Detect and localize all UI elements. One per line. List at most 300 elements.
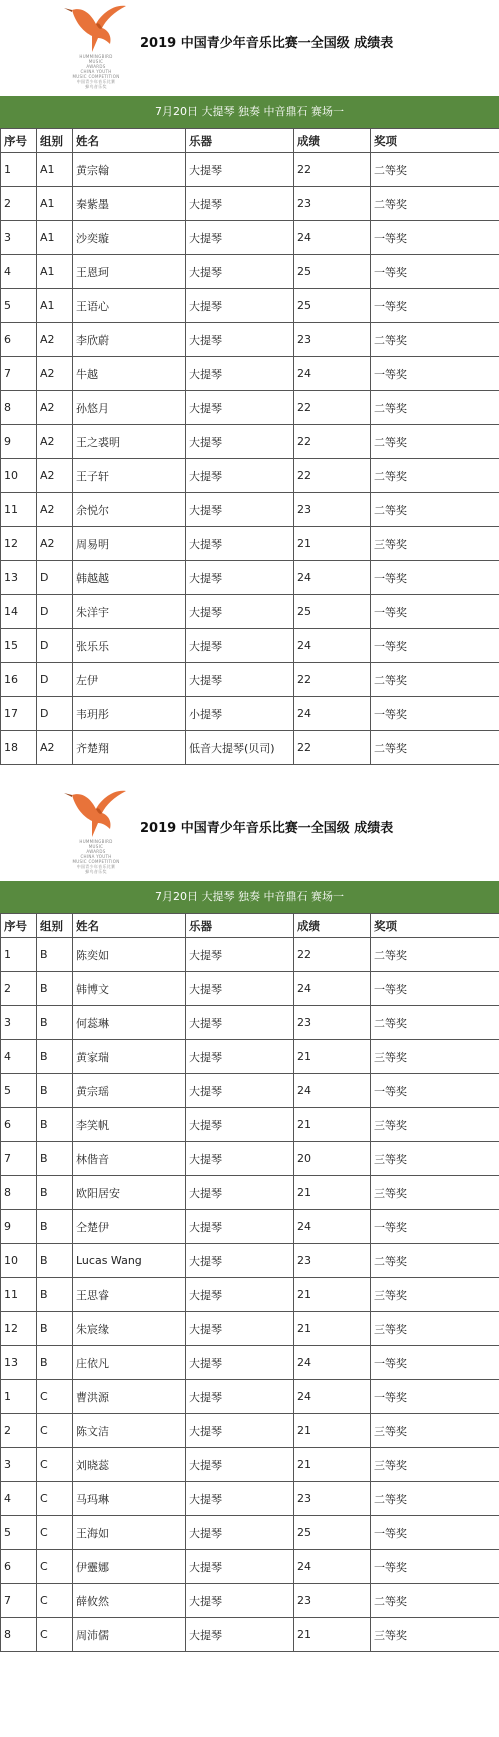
table-cell: 一等奖 xyxy=(371,629,499,663)
table-cell: 3 xyxy=(1,1448,37,1482)
table-cell: 21 xyxy=(294,1448,371,1482)
table-cell: 25 xyxy=(294,595,371,629)
table-cell: 二等奖 xyxy=(371,663,499,697)
results-table xyxy=(0,128,499,765)
logo-line: AWARDS xyxy=(86,849,106,854)
table-cell: 21 xyxy=(294,1278,371,1312)
table-cell: 大提琴 xyxy=(186,1380,294,1414)
table-cell: B xyxy=(37,1244,73,1278)
table-cell: 二等奖 xyxy=(371,731,499,765)
table-cell: 大提琴 xyxy=(186,629,294,663)
table-cell: A2 xyxy=(37,391,73,425)
table-cell: C xyxy=(37,1380,73,1414)
table-cell: 马玛琳 xyxy=(73,1482,186,1516)
table-cell: 17 xyxy=(1,697,37,731)
table-cell: 二等奖 xyxy=(371,1482,499,1516)
table-cell: 23 xyxy=(294,493,371,527)
table-cell: 4 xyxy=(1,1040,37,1074)
table-cell: 林偕音 xyxy=(73,1142,186,1176)
column-header: 姓名 xyxy=(73,914,186,938)
table-cell: C xyxy=(37,1516,73,1550)
table-cell: A1 xyxy=(37,221,73,255)
table-cell: C xyxy=(37,1448,73,1482)
table-cell: 一等奖 xyxy=(371,595,499,629)
table-cell: 王海如 xyxy=(73,1516,186,1550)
table-cell: 二等奖 xyxy=(371,1244,499,1278)
table-cell: 5 xyxy=(1,1074,37,1108)
table-cell: 庄依凡 xyxy=(73,1346,186,1380)
table-row xyxy=(1,527,499,561)
table-row xyxy=(1,1040,499,1074)
hummingbird-logo xyxy=(56,787,136,873)
table-cell: 6 xyxy=(1,1550,37,1584)
table-cell: 24 xyxy=(294,697,371,731)
table-cell: 大提琴 xyxy=(186,493,294,527)
table-cell: 21 xyxy=(294,1176,371,1210)
table-row xyxy=(1,972,499,1006)
table-row xyxy=(1,493,499,527)
table-cell: 大提琴 xyxy=(186,1108,294,1142)
column-header: 奖项 xyxy=(371,914,499,938)
table-cell: 李欣蔚 xyxy=(73,323,186,357)
logo-line: HUMMINGBIRD xyxy=(79,54,113,59)
table-cell: 大提琴 xyxy=(186,1516,294,1550)
table-cell: 周易明 xyxy=(73,527,186,561)
table-cell: 王思睿 xyxy=(73,1278,186,1312)
logo-line: 中国青少年音乐比赛 xyxy=(76,79,116,84)
results-panel xyxy=(0,785,499,1652)
table-cell: 一等奖 xyxy=(371,1550,499,1584)
table-cell: 三等奖 xyxy=(371,1040,499,1074)
table-cell: 24 xyxy=(294,1380,371,1414)
table-cell: 大提琴 xyxy=(186,1312,294,1346)
column-header: 组别 xyxy=(37,129,73,153)
table-cell: D xyxy=(37,561,73,595)
table-cell: B xyxy=(37,1040,73,1074)
table-cell: 2 xyxy=(1,187,37,221)
table-cell: 7 xyxy=(1,1584,37,1618)
table-cell: 7 xyxy=(1,357,37,391)
table-cell: B xyxy=(37,1074,73,1108)
table-cell: 2 xyxy=(1,1414,37,1448)
table-cell: 大提琴 xyxy=(186,527,294,561)
table-row xyxy=(1,1448,499,1482)
table-cell: 余悦尔 xyxy=(73,493,186,527)
table-cell: 16 xyxy=(1,663,37,697)
table-row xyxy=(1,357,499,391)
table-row xyxy=(1,1074,499,1108)
table-cell: 22 xyxy=(294,153,371,187)
column-header: 成绩 xyxy=(294,914,371,938)
logo-line: MUSIC xyxy=(88,59,104,64)
hummingbird-logo xyxy=(56,2,136,88)
column-header: 奖项 xyxy=(371,129,499,153)
table-cell: 8 xyxy=(1,1618,37,1652)
table-cell: 大提琴 xyxy=(186,459,294,493)
table-cell: 二等奖 xyxy=(371,459,499,493)
table-cell: B xyxy=(37,1142,73,1176)
table-cell: 二等奖 xyxy=(371,323,499,357)
table-header-row xyxy=(1,914,499,938)
table-cell: 23 xyxy=(294,187,371,221)
column-header: 成绩 xyxy=(294,129,371,153)
table-cell: 大提琴 xyxy=(186,1176,294,1210)
results-panel xyxy=(0,0,499,765)
table-cell: 李笑帆 xyxy=(73,1108,186,1142)
table-cell: 20 xyxy=(294,1142,371,1176)
table-cell: 21 xyxy=(294,1040,371,1074)
logo-line: MUSIC xyxy=(88,844,104,849)
table-row xyxy=(1,663,499,697)
table-cell: 24 xyxy=(294,357,371,391)
table-cell: C xyxy=(37,1414,73,1448)
table-cell: 三等奖 xyxy=(371,1618,499,1652)
table-cell: 24 xyxy=(294,1210,371,1244)
table-cell: 22 xyxy=(294,663,371,697)
table-cell: 24 xyxy=(294,629,371,663)
table-cell: 欧阳居安 xyxy=(73,1176,186,1210)
table-row xyxy=(1,938,499,972)
table-cell: B xyxy=(37,1346,73,1380)
table-row xyxy=(1,561,499,595)
logo-text xyxy=(56,839,136,874)
hummingbird-icon xyxy=(62,2,130,54)
table-cell: 3 xyxy=(1,1006,37,1040)
table-cell: 大提琴 xyxy=(186,187,294,221)
table-cell: 21 xyxy=(294,1108,371,1142)
table-cell: 22 xyxy=(294,425,371,459)
table-row xyxy=(1,1346,499,1380)
column-header: 组别 xyxy=(37,914,73,938)
table-cell: 韩博文 xyxy=(73,972,186,1006)
table-row xyxy=(1,1142,499,1176)
table-row xyxy=(1,1482,499,1516)
table-cell: 三等奖 xyxy=(371,1176,499,1210)
table-cell: 大提琴 xyxy=(186,1414,294,1448)
logo-line: 蜂鸟音乐奖 xyxy=(85,869,107,874)
table-cell: 三等奖 xyxy=(371,1448,499,1482)
table-cell: A1 xyxy=(37,153,73,187)
table-cell: 1 xyxy=(1,153,37,187)
table-cell: 4 xyxy=(1,1482,37,1516)
logo-line: 蜂鸟音乐奖 xyxy=(85,84,107,89)
table-cell: 一等奖 xyxy=(371,1516,499,1550)
panel-header xyxy=(0,0,499,96)
table-cell: 朱洋宇 xyxy=(73,595,186,629)
table-cell: 23 xyxy=(294,323,371,357)
table-cell: 孙悠月 xyxy=(73,391,186,425)
page-title: 2019 中国青少年音乐比赛一全国级 成绩表 xyxy=(140,36,394,51)
session-band: 7月20日 大提琴 独奏 中音鼎石 赛场一 xyxy=(0,96,499,128)
table-cell: 三等奖 xyxy=(371,1142,499,1176)
table-cell: C xyxy=(37,1618,73,1652)
table-cell: 王之裘明 xyxy=(73,425,186,459)
table-cell: 三等奖 xyxy=(371,1312,499,1346)
table-cell: 15 xyxy=(1,629,37,663)
table-cell: B xyxy=(37,1312,73,1346)
table-cell: 二等奖 xyxy=(371,187,499,221)
table-row xyxy=(1,1278,499,1312)
table-cell: 大提琴 xyxy=(186,153,294,187)
table-row xyxy=(1,391,499,425)
table-cell: 大提琴 xyxy=(186,323,294,357)
table-cell: 大提琴 xyxy=(186,255,294,289)
table-cell: 24 xyxy=(294,561,371,595)
table-cell: A2 xyxy=(37,357,73,391)
table-cell: 大提琴 xyxy=(186,221,294,255)
table-cell: 12 xyxy=(1,527,37,561)
table-row xyxy=(1,595,499,629)
table-cell: 大提琴 xyxy=(186,938,294,972)
table-cell: 陈文洁 xyxy=(73,1414,186,1448)
table-cell: 低音大提琴(贝司) xyxy=(186,731,294,765)
table-cell: 一等奖 xyxy=(371,1074,499,1108)
table-cell: 大提琴 xyxy=(186,1550,294,1584)
table-cell: A2 xyxy=(37,323,73,357)
column-header: 序号 xyxy=(1,129,37,153)
table-cell: A2 xyxy=(37,731,73,765)
table-row xyxy=(1,1380,499,1414)
table-cell: 24 xyxy=(294,1074,371,1108)
table-row xyxy=(1,1618,499,1652)
table-cell: 11 xyxy=(1,493,37,527)
table-cell: 二等奖 xyxy=(371,493,499,527)
table-row xyxy=(1,459,499,493)
table-cell: 一等奖 xyxy=(371,1210,499,1244)
table-cell: D xyxy=(37,595,73,629)
table-cell: 大提琴 xyxy=(186,1074,294,1108)
table-cell: B xyxy=(37,972,73,1006)
table-cell: 黄宗瑶 xyxy=(73,1074,186,1108)
table-row xyxy=(1,425,499,459)
table-row xyxy=(1,1550,499,1584)
table-cell: 6 xyxy=(1,1108,37,1142)
table-cell: D xyxy=(37,697,73,731)
table-cell: 9 xyxy=(1,1210,37,1244)
table-cell: 5 xyxy=(1,1516,37,1550)
table-cell: 1 xyxy=(1,938,37,972)
table-cell: 10 xyxy=(1,459,37,493)
table-cell: 曹洪源 xyxy=(73,1380,186,1414)
section-gap xyxy=(0,765,499,785)
table-cell: 大提琴 xyxy=(186,425,294,459)
table-row xyxy=(1,1006,499,1040)
table-cell: 大提琴 xyxy=(186,1584,294,1618)
table-row xyxy=(1,255,499,289)
table-cell: 2 xyxy=(1,972,37,1006)
table-cell: 13 xyxy=(1,1346,37,1380)
table-cell: 一等奖 xyxy=(371,972,499,1006)
table-cell: 朱宸缘 xyxy=(73,1312,186,1346)
session-band: 7月20日 大提琴 独奏 中音鼎石 赛场一 xyxy=(0,881,499,913)
table-cell: 22 xyxy=(294,391,371,425)
table-cell: A2 xyxy=(37,425,73,459)
table-cell: 23 xyxy=(294,1244,371,1278)
logo-line: AWARDS xyxy=(86,64,106,69)
table-cell: 大提琴 xyxy=(186,1346,294,1380)
table-cell: C xyxy=(37,1482,73,1516)
table-cell: A1 xyxy=(37,255,73,289)
page-title: 2019 中国青少年音乐比赛一全国级 成绩表 xyxy=(140,821,394,836)
column-header: 序号 xyxy=(1,914,37,938)
table-cell: 大提琴 xyxy=(186,1618,294,1652)
table-cell: B xyxy=(37,1210,73,1244)
logo-line: MUSIC COMPETITION xyxy=(72,74,120,79)
table-cell: 牛越 xyxy=(73,357,186,391)
table-cell: 21 xyxy=(294,1618,371,1652)
table-cell: D xyxy=(37,629,73,663)
table-cell: 二等奖 xyxy=(371,391,499,425)
table-cell: 8 xyxy=(1,1176,37,1210)
table-cell: 大提琴 xyxy=(186,1006,294,1040)
table-cell: D xyxy=(37,663,73,697)
table-cell: 大提琴 xyxy=(186,289,294,323)
table-cell: 23 xyxy=(294,1584,371,1618)
table-cell: 一等奖 xyxy=(371,1380,499,1414)
table-cell: 伊靈娜 xyxy=(73,1550,186,1584)
table-header-row xyxy=(1,129,499,153)
logo-line: 中国青少年音乐比赛 xyxy=(76,864,116,869)
table-cell: 22 xyxy=(294,459,371,493)
table-cell: 11 xyxy=(1,1278,37,1312)
table-row xyxy=(1,1584,499,1618)
table-row xyxy=(1,153,499,187)
table-cell: 仝楚伊 xyxy=(73,1210,186,1244)
table-cell: 大提琴 xyxy=(186,663,294,697)
table-row xyxy=(1,1414,499,1448)
column-header: 姓名 xyxy=(73,129,186,153)
table-row xyxy=(1,731,499,765)
table-cell: 二等奖 xyxy=(371,153,499,187)
table-cell: 25 xyxy=(294,255,371,289)
table-cell: 21 xyxy=(294,527,371,561)
table-cell: 大提琴 xyxy=(186,1210,294,1244)
table-cell: B xyxy=(37,1278,73,1312)
table-cell: 一等奖 xyxy=(371,255,499,289)
logo-line: CHINA YOUTH xyxy=(80,854,112,859)
table-cell: 张乐乐 xyxy=(73,629,186,663)
table-cell: 21 xyxy=(294,1414,371,1448)
table-cell: 一等奖 xyxy=(371,289,499,323)
table-row xyxy=(1,1244,499,1278)
table-cell: 大提琴 xyxy=(186,561,294,595)
table-row xyxy=(1,1312,499,1346)
table-row xyxy=(1,289,499,323)
table-cell: 大提琴 xyxy=(186,1278,294,1312)
table-cell: 3 xyxy=(1,221,37,255)
table-cell: 一等奖 xyxy=(371,1346,499,1380)
table-cell: A2 xyxy=(37,459,73,493)
table-cell: 一等奖 xyxy=(371,221,499,255)
table-cell: 24 xyxy=(294,221,371,255)
table-cell: A1 xyxy=(37,289,73,323)
table-row xyxy=(1,323,499,357)
table-cell: 一等奖 xyxy=(371,697,499,731)
table-cell: 黄家瑞 xyxy=(73,1040,186,1074)
table-cell: 22 xyxy=(294,938,371,972)
table-cell: B xyxy=(37,1006,73,1040)
table-cell: 24 xyxy=(294,1346,371,1380)
table-cell: 一等奖 xyxy=(371,561,499,595)
table-cell: 24 xyxy=(294,1550,371,1584)
table-cell: 薛攸然 xyxy=(73,1584,186,1618)
logo-text xyxy=(56,54,136,89)
table-cell: 三等奖 xyxy=(371,527,499,561)
table-cell: A1 xyxy=(37,187,73,221)
table-cell: 韩越越 xyxy=(73,561,186,595)
table-cell: 大提琴 xyxy=(186,595,294,629)
table-cell: 大提琴 xyxy=(186,1482,294,1516)
table-cell: 王恩珂 xyxy=(73,255,186,289)
table-cell: C xyxy=(37,1550,73,1584)
results-table xyxy=(0,913,499,1652)
table-cell: 黄宗翰 xyxy=(73,153,186,187)
table-cell: 7 xyxy=(1,1142,37,1176)
table-cell: 二等奖 xyxy=(371,938,499,972)
table-cell: 韦玥彤 xyxy=(73,697,186,731)
table-cell: 大提琴 xyxy=(186,972,294,1006)
hummingbird-icon xyxy=(62,787,130,839)
table-cell: 王语心 xyxy=(73,289,186,323)
table-cell: 大提琴 xyxy=(186,391,294,425)
table-cell: 25 xyxy=(294,289,371,323)
table-row xyxy=(1,1516,499,1550)
table-cell: 刘晓蕊 xyxy=(73,1448,186,1482)
table-cell: 9 xyxy=(1,425,37,459)
table-cell: 三等奖 xyxy=(371,1108,499,1142)
table-cell: 25 xyxy=(294,1516,371,1550)
table-cell: 齐楚翔 xyxy=(73,731,186,765)
table-cell: 大提琴 xyxy=(186,357,294,391)
table-cell: 一等奖 xyxy=(371,357,499,391)
table-cell: 24 xyxy=(294,972,371,1006)
table-cell: 何蕊琳 xyxy=(73,1006,186,1040)
table-cell: 二等奖 xyxy=(371,425,499,459)
table-cell: 14 xyxy=(1,595,37,629)
table-cell: 10 xyxy=(1,1244,37,1278)
table-row xyxy=(1,1108,499,1142)
table-cell: 大提琴 xyxy=(186,1448,294,1482)
table-cell: 5 xyxy=(1,289,37,323)
table-cell: 三等奖 xyxy=(371,1278,499,1312)
table-cell: A2 xyxy=(37,493,73,527)
table-row xyxy=(1,221,499,255)
column-header: 乐器 xyxy=(186,914,294,938)
table-cell: 1 xyxy=(1,1380,37,1414)
table-cell: B xyxy=(37,938,73,972)
table-cell: 大提琴 xyxy=(186,1244,294,1278)
table-cell: 大提琴 xyxy=(186,1040,294,1074)
table-row xyxy=(1,1176,499,1210)
table-cell: C xyxy=(37,1584,73,1618)
table-cell: 23 xyxy=(294,1006,371,1040)
table-cell: A2 xyxy=(37,527,73,561)
table-cell: 左伊 xyxy=(73,663,186,697)
logo-line: HUMMINGBIRD xyxy=(79,839,113,844)
table-cell: 6 xyxy=(1,323,37,357)
table-cell: 18 xyxy=(1,731,37,765)
table-cell: 23 xyxy=(294,1482,371,1516)
table-cell: 21 xyxy=(294,1312,371,1346)
table-row xyxy=(1,629,499,663)
table-cell: 大提琴 xyxy=(186,1142,294,1176)
table-cell: B xyxy=(37,1108,73,1142)
table-cell: 二等奖 xyxy=(371,1006,499,1040)
table-cell: 8 xyxy=(1,391,37,425)
table-row xyxy=(1,187,499,221)
table-cell: 小提琴 xyxy=(186,697,294,731)
table-cell: 12 xyxy=(1,1312,37,1346)
